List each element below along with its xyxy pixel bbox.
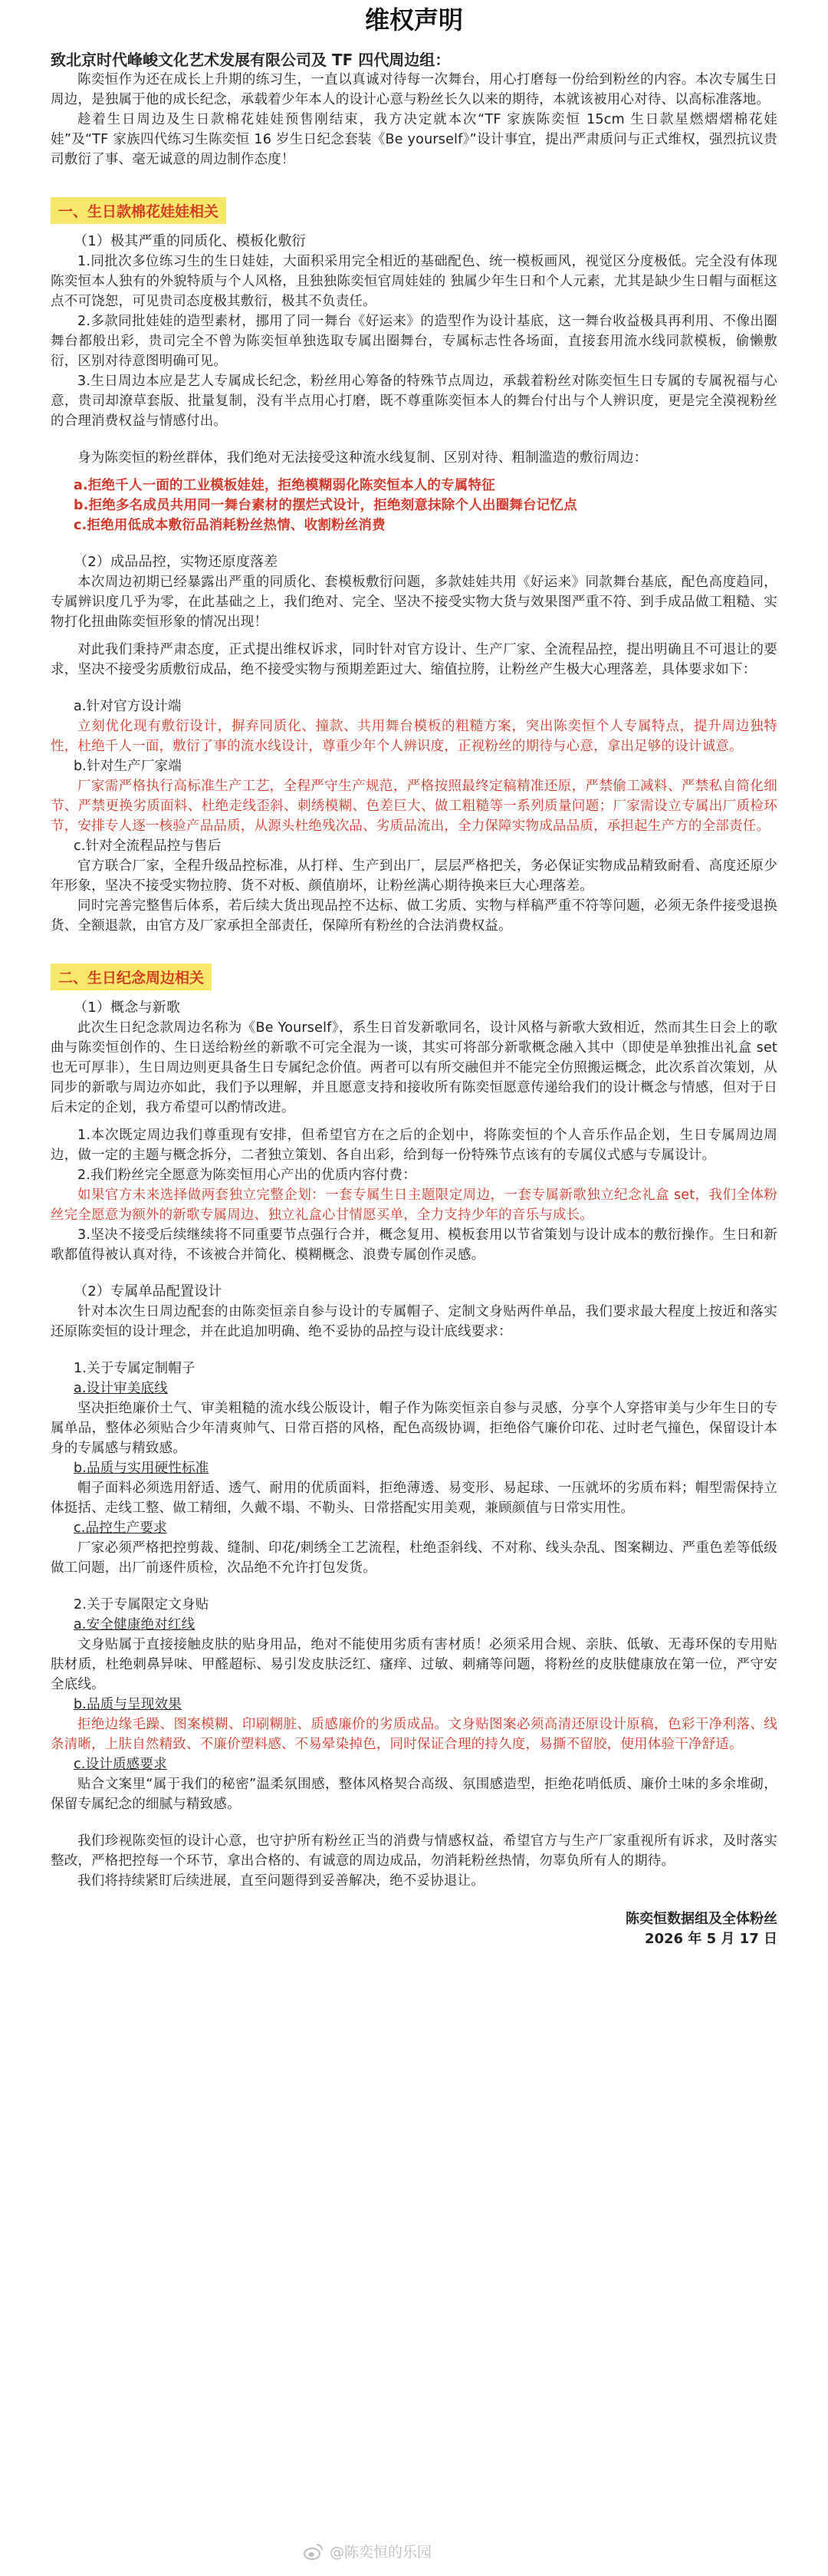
tattoo-c-heading: c.设计质感要求: [74, 1757, 167, 1772]
tattoo-b-body: 拒绝边缘毛躁、图案模糊、印刷糊脏、质感廉价的劣质成品。文身贴图案必须高清还原设计原稿，色彩干净利落、线条清晰，上肤自然精致、不廉价塑料感、不易晕染掉色，同时保证合理的持久度，易撕不留胶，使用体验干净舒适。: [51, 1717, 777, 1752]
document-title: 维权声明: [364, 5, 463, 35]
hat-b-body: 帽子面料必须选用舒适、透气、耐用的优质面料，拒绝薄透、易变形、易起球、一压就坏的劣质布料；帽型需保持立体挺括、走线工整、做工精细，久戴不塌、不勒头、日常搭配实用美观，兼顾颜值与日常实用性。: [51, 1481, 777, 1516]
section-2-body-2: 1.本次既定周边我们尊重现有安排，但希望官方在之后的企划中，将陈奕恒的个人音乐作品企划，生日专属周边周边，做一定的主题与概念拆分，二者独立策划、各自出彩，给到每一份特殊节点该有的专属仪式感与专属设计。: [51, 1128, 777, 1163]
demand-b: b.拒绝多名成员共用同一舞台素材的摆烂式设计，拒绝刻意抹除个人出圈舞台记忆点: [74, 498, 577, 513]
section-2-body-5: 3.坚决不接受后续继续将不同重要节点强行合并，概念复用、模板套用以节省策划与设计成本的敷衍操作。生日和新歌都值得被认真对待，不该被合并简化、模糊概念、浪费专属创作灵感。: [51, 1227, 777, 1263]
section-1-note: 身为陈奕恒的粉丝群体，我们绝对无法接受这种流水线复制、区别对待、粗制滥造的敷衍周边：: [77, 450, 648, 466]
section-1-item-3: 3.生日周边本应是艺人专属成长纪念，粉丝用心筹备的特殊节点周边，承载着粉丝对陈奕恒生日专属的专属祝福与心意，贵司却潦草套版、批量复制，没有半点用心打磨，既不尊重陈奕恒本人的舞台付出与个人辨识度，更是完全漠视粉丝的合理消费权益与情感付出。: [51, 374, 777, 429]
tattoo-a-body: 文身贴属于直接接触皮肤的贴身用品，绝对不能使用劣质有害材质！必须采用合规、亲肤、低敏、无毒环保的专用贴肤材质，杜绝刺鼻异味、甲醛超标、易引发皮肤泛红、瘙痒、过敏、刺痛等问题，将粉丝的皮肤健康放在第一位，严守安全底线。: [51, 1637, 777, 1692]
signature: 陈奕恒数据组及全体粉丝: [626, 1911, 777, 1927]
watermark-text: @陈奕恒的乐园: [330, 2544, 432, 2561]
section-2-sub-2-heading: （2）专属单品配置设计: [74, 1283, 222, 1300]
demand-a: a.拒绝千人一面的工业模板娃娃，拒绝模糊弱化陈奕恒本人的专属特征: [74, 478, 495, 493]
hat-a-heading: a.设计审美底线: [74, 1381, 168, 1396]
section-1-item-1: 1.同批次多位练习生的生日娃娃，大面积采用完全相近的基础配色、统一模板画风，视觉区分度极低。完全没有体现陈奕恒本人独有的外貌特质与个人风格，且独独陈奕恒官周娃娃的 独属少年生日和个人元素，尤其是缺少生日帽与面框这点不可饶恕，可见贵司态度极其敷衍，极其不负责任。: [51, 254, 777, 309]
tattoo-c-body: 贴合文案里“属于我们的秘密”温柔氛围感，整体风格契合高级、氛围感造型，拒绝花哨低质、廉价土味的多余堆砌，保留专属纪念的细腻与精致感。: [51, 1777, 777, 1812]
section-2-body-1: 此次生日纪念款周边名称为《Be Yourself》，系生日首发新歌同名，设计风格与新歌大致相近，然而其生日会上的歌曲与陈奕恒创作的、生日送给粉丝的新歌不可完全混为一谈，其实可将部分新歌概念融入其中（即使是单独推出礼盒 set 也无可厚非），生日周边则更具备生日专属纪念价值。两者可以有所交融但并不能完全仿照搬运概念，此次系首次策划，从同步的新歌与周边亦如此，我们予以理解，并且愿意支持和接收所有陈奕恒愿意传递给我们的设计概念与情感，但对于日后未定的企划，我方希望可以酌情改进。: [51, 1020, 777, 1115]
section-1-sub-1-heading: （1）极其严重的同质化、模板化敷衍: [74, 233, 306, 249]
design-side-body: 立刻优化现有敷衍设计，摒弃同质化、撞款、共用舞台模板的粗糙方案，突出陈奕恒个人专属特点，提升周边独特性，杜绝千人一面，敷衍了事的流水线设计，尊重少年个人辨识度，正视粉丝的期待与心意，拿出足够的设计诚意。: [51, 719, 777, 754]
section-1-item-2: 2.多款同批娃娃的造型素材，挪用了同一舞台《好运来》的造型作为设计基底，这一舞台收益极具再利用、不像出圈舞台都般出彩，贵司完全不曾为陈奕恒单独选取专属出圈舞台，专属标志性各场面，直接套用流水线同款模板，偷懒敷衍，区别对待意图明确可见。: [51, 314, 777, 369]
tattoo-a-heading: a.安全健康绝对红线: [74, 1617, 196, 1632]
factory-side-body: 厂家需严格执行高标准生产工艺，全程严守生产规范，严格按照最终定稿精准还原，严禁偷工减料、严禁私自简化细节、严禁更换劣质面料、杜绝走线歪斜、刺绣模糊、色差巨大、做工粗糙等一系列质量问题；厂家需设立专属出厂质检环节，安排专人逐一核验产品品质，从源头杜绝残次品、劣质品流出，全力保障实物成品品质，承担起生产方的全部责任。: [51, 779, 777, 834]
addressee-line: 致北京时代峰峻文化艺术发展有限公司及 TF 四代周边组：: [51, 51, 451, 69]
section-2-body-4: 如果官方未来选择做两套独立完整企划：一套专属生日主题限定周边，一套专属新歌独立纪念礼盒 set，我们全体粉丝完全愿意为额外的新歌专属周边、独立礼盒心甘情愿买单，全力支持少年的音乐与成长。: [51, 1188, 777, 1223]
section-2-sub-2-intro: 针对本次生日周边配套的由陈奕恒亲自参与设计的专属帽子、定制文身贴两件单品，我们要求最大程度上按近和落实还原陈奕恒的设计理念，并在此追加明确、绝不妥协的品控与设计底线要求：: [51, 1304, 777, 1339]
weibo-logo-icon: [304, 2543, 324, 2560]
hat-c-heading: c.品控生产要求: [74, 1520, 167, 1536]
section-2-sub-1-heading: （1）概念与新歌: [74, 1000, 181, 1016]
qc-aftersales-body-2: 同时完善完整售后体系，若后续大货出现品控不达标、做工劣质、实物与样稿严重不符等问题，必须无条件接受退换货、全额退款，由官方及厂家承担全部责任，保障所有粉丝的合法消费权益。: [51, 898, 777, 934]
section-1-sub-2-heading: （2）成品品控，实物还原度落差: [74, 554, 278, 570]
hat-b-heading: b.品质与实用硬性标准: [74, 1461, 209, 1476]
qc-aftersales-heading: c.针对全流程品控与售后: [74, 838, 222, 854]
closing-paragraph-2: 我们将持续紧盯后续进展，直至问题得到妥善解决，绝不妥协退让。: [77, 1873, 485, 1889]
factory-side-heading: b.针对生产厂家端: [74, 759, 182, 774]
intro-paragraph-2: 趁着生日周边及生日款棉花娃娃预售刚结束，我方决定就本次“TF 家族陈奕恒 15cm 生日款星燃熠熠棉花娃娃”及“TF 家族四代练习生陈奕恒 16 岁生日纪念套装《Be yourself》”设计事宜，提出严肃质问与正式维权，强烈抗议贵司敷衍了事、毫无诚意的周边制作态度！: [51, 112, 777, 167]
section-2-body-3: 2.我们粉丝完全愿意为陈奕恒用心产出的优质内容付费：: [77, 1168, 416, 1183]
qc-aftersales-body-1: 官方联合厂家，全程升级品控标准，从打样、生产到出厂，层层严格把关，务必保证实物成品精致耐看、高度还原少年形象，坚决不接受实物拉胯、货不对板、颜值崩坏，让粉丝满心期待换来巨大心理落差。: [51, 858, 777, 894]
tattoo-b-heading: b.品质与呈现效果: [74, 1697, 182, 1712]
intro-paragraph-1: 陈奕恒作为还在成长上升期的练习生，一直以真诚对待每一次舞台，用心打磨每一份给到粉丝的内容。本次专属生日周边，是独属于他的成长纪念，承载着少年本人的设计心意与粉丝长久以来的期待，本就该被用心对待、以高标准落地。: [51, 72, 777, 107]
closing-paragraph-1: 我们珍视陈奕恒的设计心意，也守护所有粉丝正当的消费与情感权益，希望官方与生产厂家重视所有诉求，及时落实整改，严格把控每一个环节，拿出合格的、有诚意的周边成品，勿消耗粉丝热情，勿辜负所有人的期待。: [51, 1833, 777, 1869]
date: 2026 年 5 月 17 日: [644, 1931, 777, 1947]
tattoo-heading: 2.关于专属限定文身贴: [74, 1597, 209, 1612]
section-2-heading: 二、生日纪念周边相关: [51, 964, 212, 990]
demand-c: c.拒绝用低成本敷衍品消耗粉丝热情、收割粉丝消费: [74, 518, 386, 533]
hat-heading: 1.关于专属定制帽子: [74, 1361, 196, 1376]
section-1-sub-2-body-2: 对此我们秉持严肃态度，正式提出维权诉求，同时针对官方设计、生产厂家、全流程品控，提出明确且不可退让的要求，坚决不接受劣质敷衍成品，绝不接受实物与预期差距过大、缩值拉胯，让粉丝产生极大心理落差，具体要求如下：: [51, 642, 777, 677]
section-1-heading: 一、生日款棉花娃娃相关: [51, 197, 226, 224]
hat-c-body: 厂家必须严格把控剪裁、缝制、印花/刺绣全工艺流程，杜绝歪斜线、不对称、线头杂乱、图案糊边、严重色差等低级做工问题，出厂前逐件质检，次品绝不允许打包发货。: [51, 1540, 777, 1576]
watermark: [304, 2541, 432, 2561]
hat-a-body: 坚决拒绝廉价土气、审美粗糙的流水线公版设计，帽子作为陈奕恒亲自参与灵感，分享个人穿搭审美与少年生日的专属单品，整体必须贴合少年清爽帅气、日常百搭的风格，配色高级协调，拒绝俗气廉价印花、过时老气撞色，保留设计本身的专属感与精致感。: [51, 1401, 777, 1456]
design-side-heading: a.针对官方设计端: [74, 699, 182, 714]
section-1-sub-2-body-1: 本次周边初期已经暴露出严重的同质化、套模板敷衍问题，多款娃娃共用《好运来》同款舞台基底，配色高度趋同，专属辨识度几乎为零，在此基础之上，我们绝对、完全、坚决不接受实物大货与效果图严重不符、到手成品做工粗糙、实物打化扭曲陈奕恒形象的情况出现！: [51, 575, 777, 630]
